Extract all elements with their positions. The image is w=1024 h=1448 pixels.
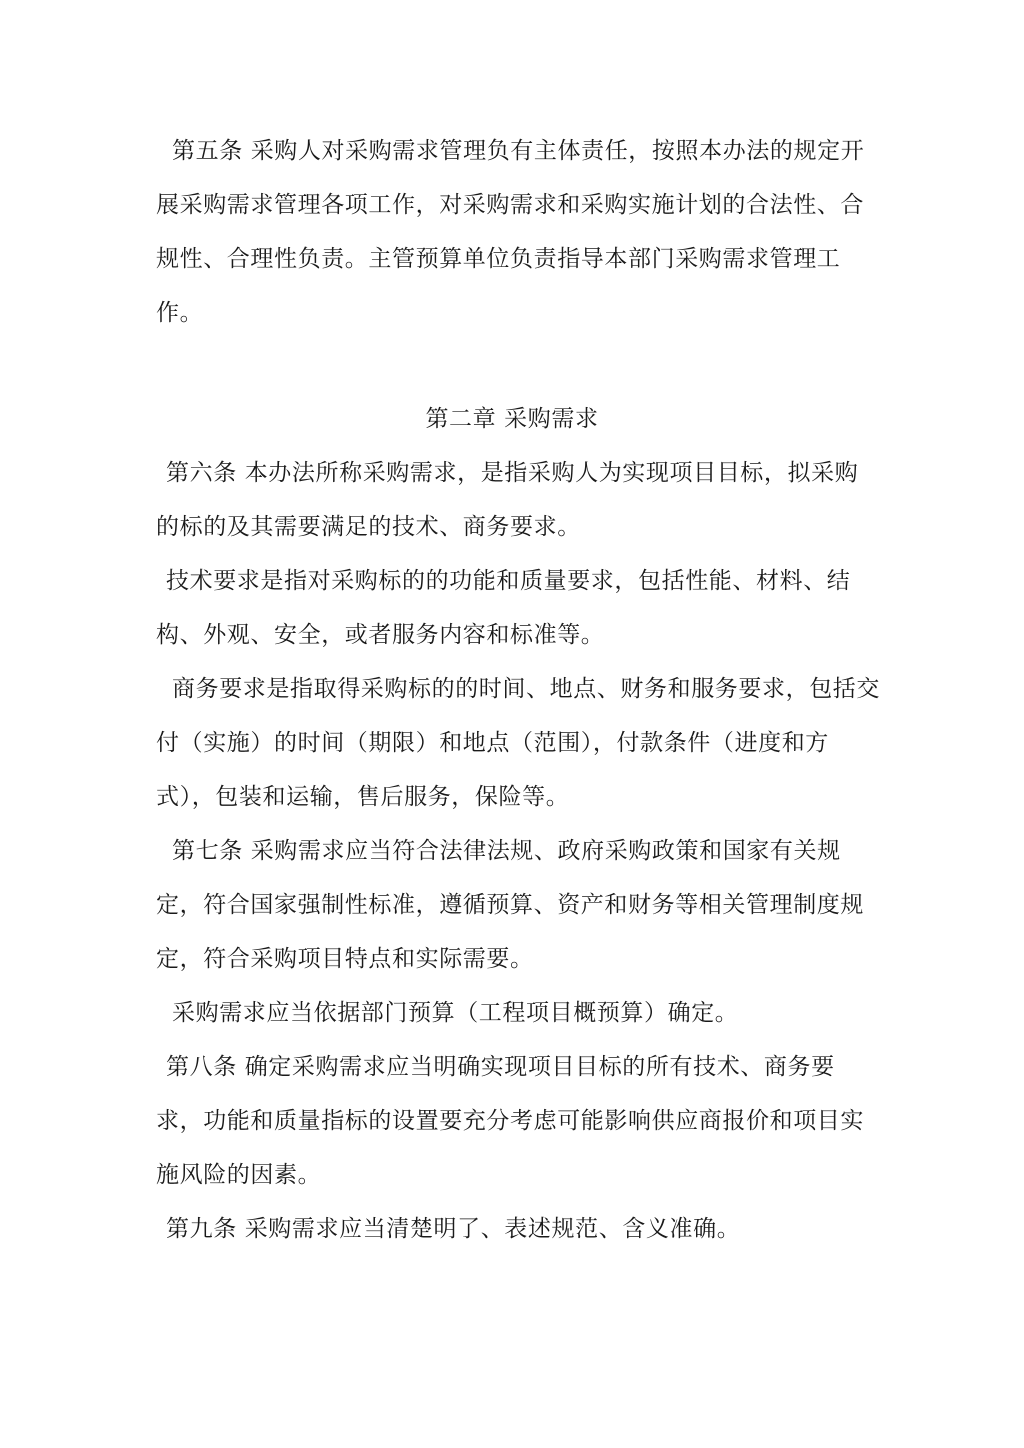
article-6-line-1: 第六条 本办法所称采购需求，是指采购人为实现项目目标，拟采购 <box>166 460 859 486</box>
technical-line-2: 构、外观、安全，或者服务内容和标准等。 <box>156 622 605 648</box>
article-5-line-3: 规性、合理性负责。主管预算单位负责指导本部门采购需求管理工 <box>156 246 841 272</box>
article-8-line-3: 施风险的因素。 <box>156 1162 322 1188</box>
commercial-line-3: 式），包装和运输，售后服务，保险等。 <box>156 784 570 810</box>
commercial-line-1: 商务要求是指取得采购标的的时间、地点、财务和服务要求，包括交 <box>172 676 880 702</box>
article-8-line-1: 第八条 确定采购需求应当明确实现项目目标的所有技术、商务要 <box>166 1054 835 1080</box>
article-5-line-1: 第五条 采购人对采购需求管理负有主体责任，按照本办法的规定开 <box>172 138 865 164</box>
article-5-line-2: 展采购需求管理各项工作，对采购需求和采购实施计划的合法性、合 <box>156 192 864 218</box>
technical-line-1: 技术要求是指对采购标的的功能和质量要求，包括性能、材料、结 <box>166 568 851 594</box>
budget-line-1: 采购需求应当依据部门预算（工程项目概预算）确定。 <box>172 1000 739 1026</box>
article-5-line-4: 作。 <box>156 300 204 326</box>
article-9-line-1: 第九条 采购需求应当清楚明了、表述规范、含义准确。 <box>166 1216 741 1242</box>
article-8-line-2: 求，功能和质量指标的设置要充分考虑可能影响供应商报价和项目实 <box>156 1108 864 1134</box>
commercial-line-2: 付（实施）的时间（期限）和地点（范围），付款条件（进度和方 <box>156 730 829 756</box>
article-7-line-1: 第七条 采购需求应当符合法律法规、政府采购政策和国家有关规 <box>172 838 841 864</box>
article-6-line-2: 的标的及其需要满足的技术、商务要求。 <box>156 514 581 540</box>
article-7-line-2: 定，符合国家强制性标准，遵循预算、资产和财务等相关管理制度规 <box>156 892 864 918</box>
article-7-line-3: 定，符合采购项目特点和实际需要。 <box>156 946 534 972</box>
chapter-2-heading: 第二章 采购需求 <box>425 406 599 432</box>
